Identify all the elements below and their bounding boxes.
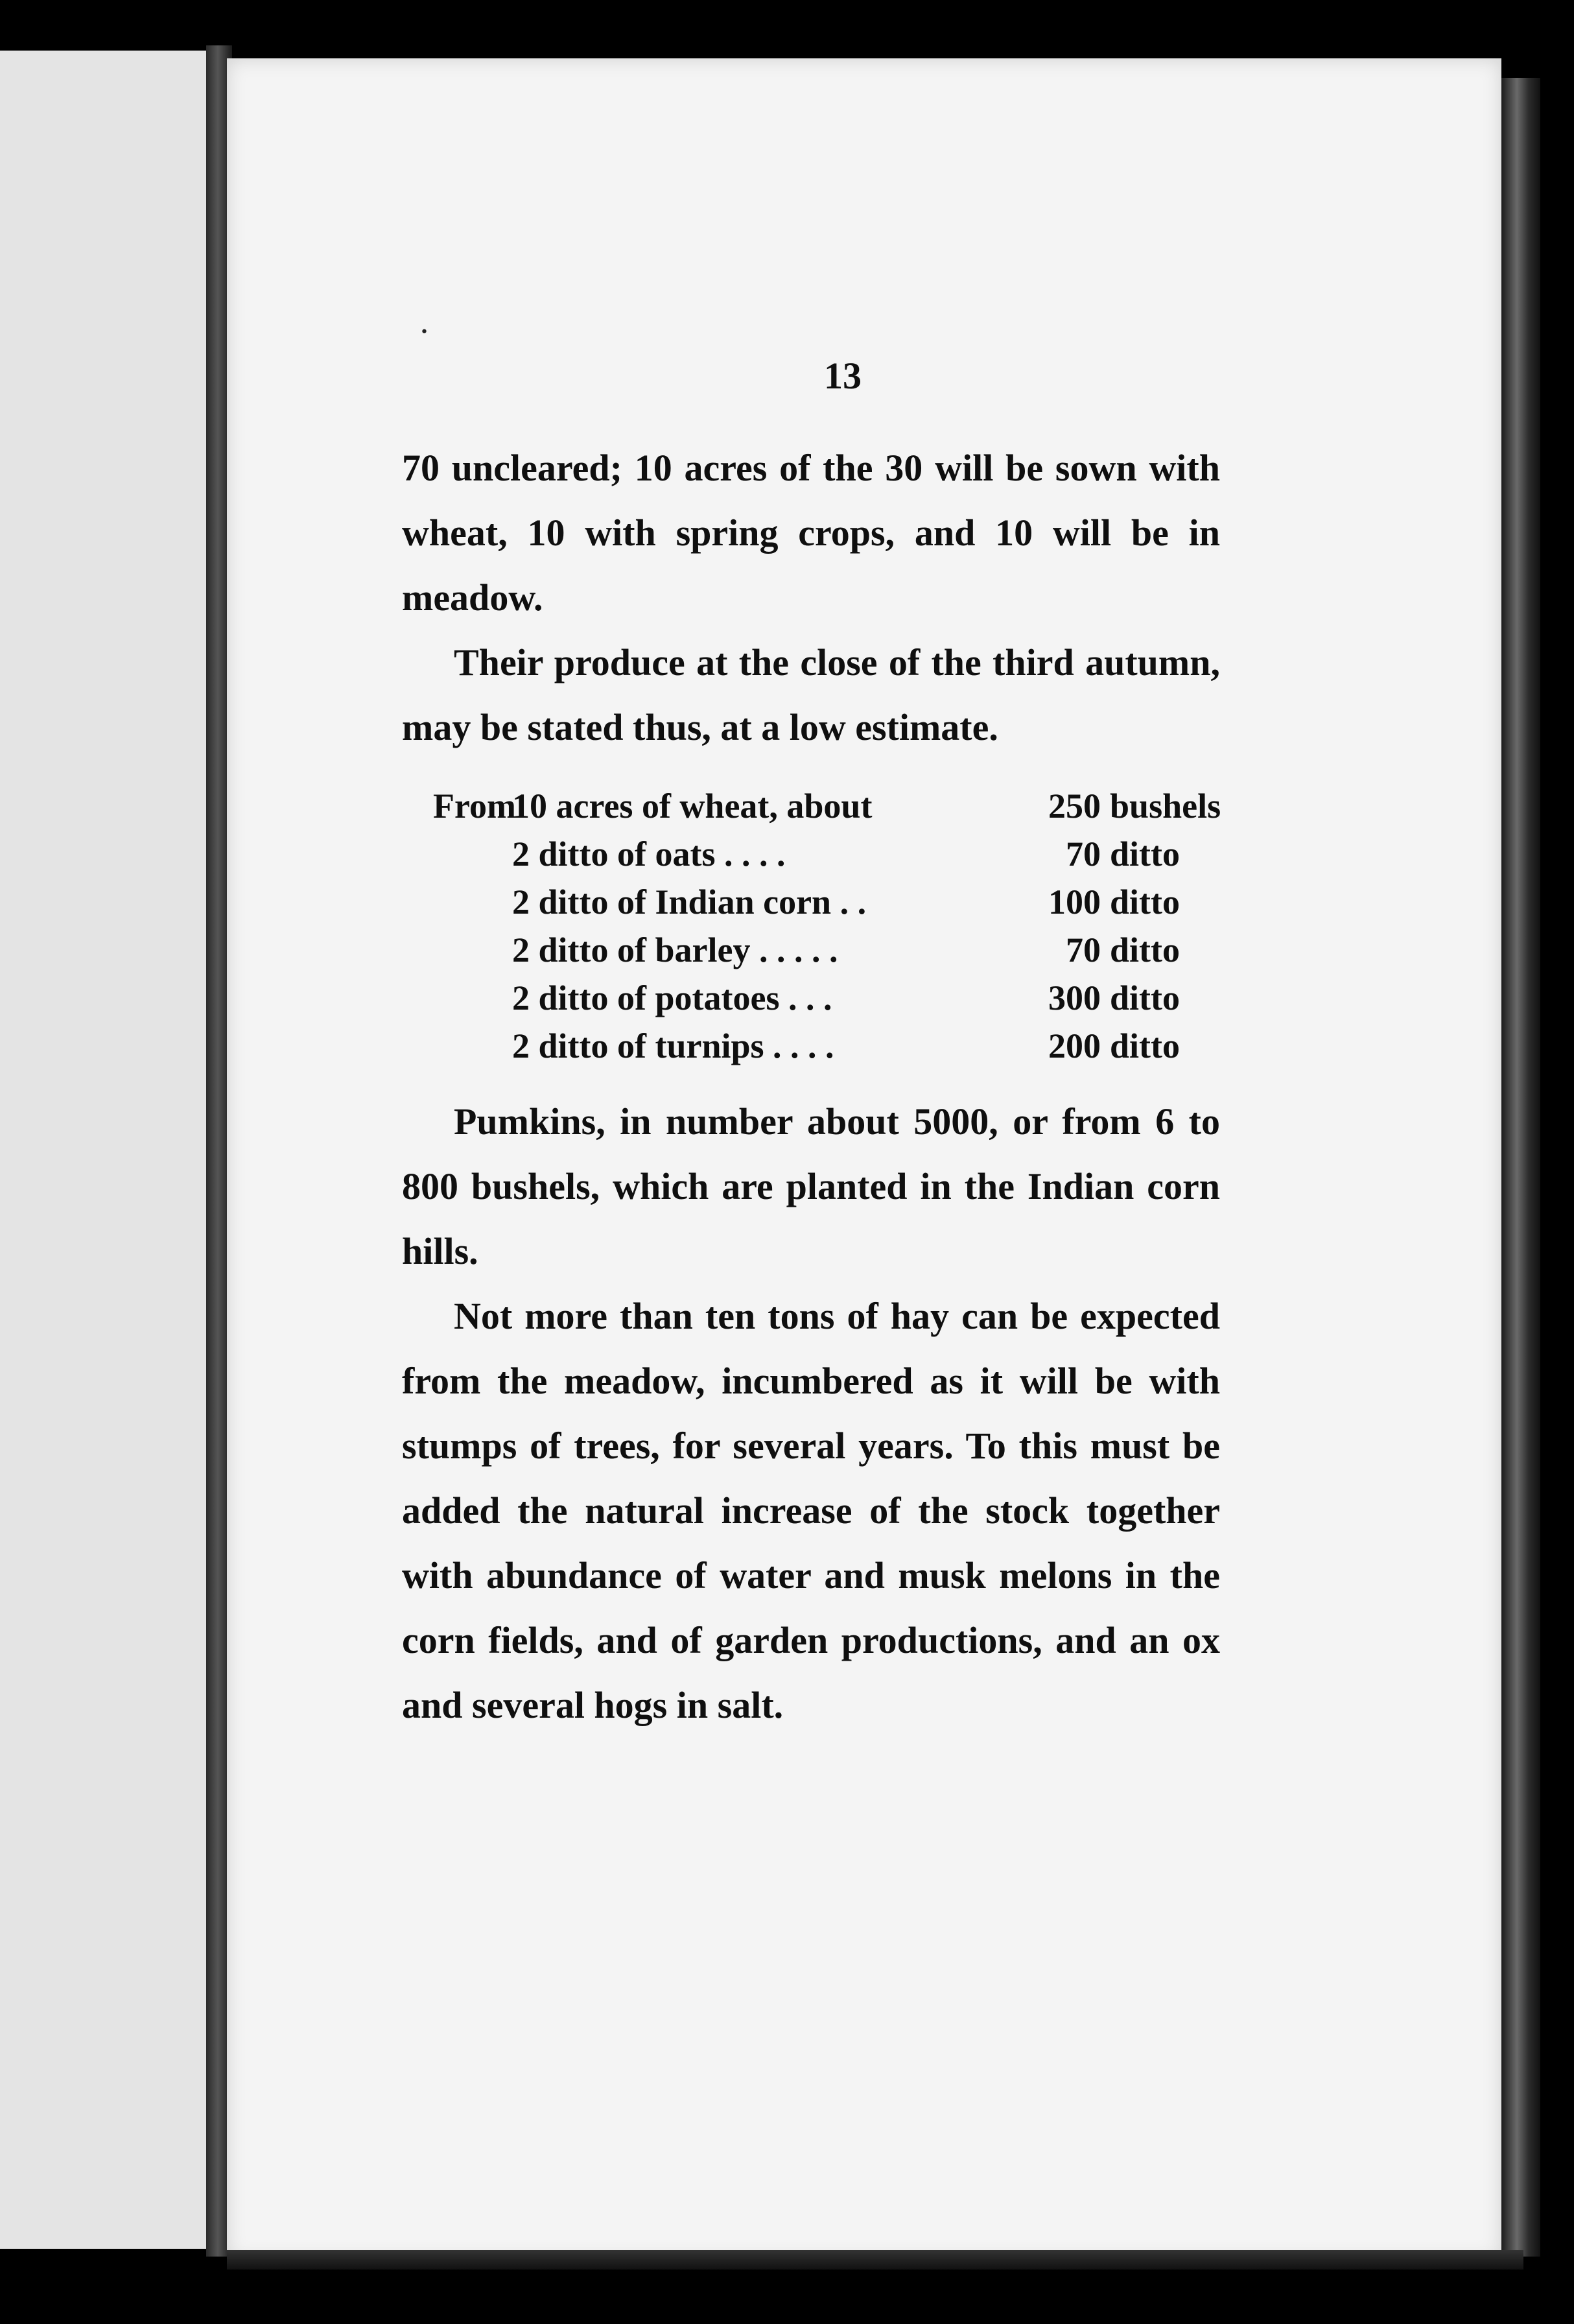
produce-item: 2 ditto of oats . . . . xyxy=(512,835,786,873)
produce-row xyxy=(402,926,1245,974)
produce-item: 2 ditto of barley . . . . . xyxy=(512,931,838,969)
produce-table xyxy=(402,782,1245,1070)
produce-item: 2 ditto of Indian corn . . xyxy=(512,883,867,921)
produce-row xyxy=(402,878,1245,926)
produce-row xyxy=(402,1022,1245,1070)
page-number: 13 xyxy=(824,355,862,397)
produce-lead: From xyxy=(433,787,516,825)
facing-page xyxy=(0,51,206,2249)
page-edge-shadow xyxy=(1501,78,1540,2257)
produce-unit: ditto xyxy=(1110,1026,1180,1065)
produce-item: 10 acres of wheat, about xyxy=(512,787,873,825)
paragraph-hay: Not more than ten tons of hay can be expected from the meadow, incumbered as it will be with stumps of trees, for several years. To this must be added the natural increase of the stock together with abundance of water and musk melons in the corn fields, and of garden productions, and an ox and several hogs in salt. xyxy=(402,1295,1220,1726)
produce-quantity: 300 xyxy=(1048,978,1101,1017)
produce-unit: ditto xyxy=(1110,835,1180,873)
produce-unit: ditto xyxy=(1110,883,1180,921)
produce-quantity: 70 xyxy=(1066,931,1101,969)
produce-unit: ditto xyxy=(1110,978,1180,1017)
paragraph-pumkins: Pumkins, in number about 5000, or from 6 to 800 bushels, which are planted in the Indian corn hills. xyxy=(402,1100,1220,1272)
bottom-edge-shadow xyxy=(227,2250,1523,2270)
produce-quantity: 250 xyxy=(1048,787,1101,825)
produce-item: 2 ditto of turnips . . . . xyxy=(512,1026,834,1065)
produce-row xyxy=(402,830,1245,878)
speck-mark: • xyxy=(420,324,429,340)
produce-unit: ditto xyxy=(1110,931,1180,969)
produce-quantity: 70 xyxy=(1066,835,1101,873)
produce-unit: bushels xyxy=(1110,787,1221,825)
paragraph-produce-intro: Their produce at the close of the third autumn, may be stated thus, at a low estimate. xyxy=(402,641,1220,748)
paragraph-uncleared: 70 uncleared; 10 acres of the 30 will be sown with wheat, 10 with spring crops, and 10 will be in meadow. xyxy=(402,447,1220,619)
produce-item: 2 ditto of potatoes . . . xyxy=(512,978,832,1017)
produce-row xyxy=(402,974,1245,1022)
page-text xyxy=(402,350,1245,1738)
produce-quantity: 200 xyxy=(1048,1026,1101,1065)
produce-row xyxy=(402,782,1245,830)
produce-quantity: 100 xyxy=(1048,883,1101,921)
